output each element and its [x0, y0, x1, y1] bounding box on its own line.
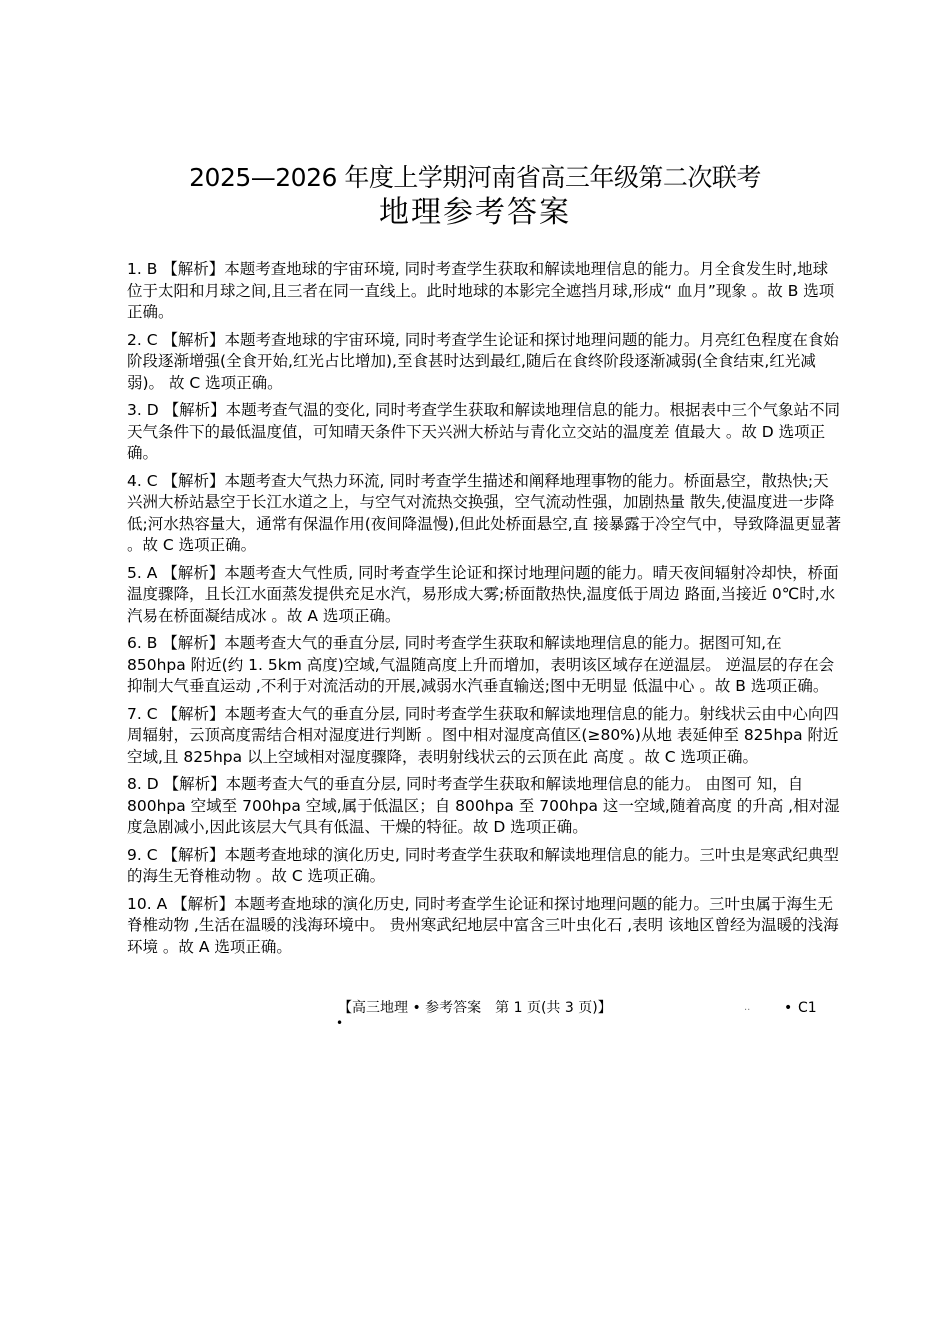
answer-explanation: 【解析】本题考查大气的垂直分层, 同时考查学生获取和解读地理信息的能力。射线状云由中心向四周辐射，云顶高度需结合相对湿度进行判断 。图中相对湿度高值区(≥80%)从地 表延伸至 825hpa 附近空域,且 825hpa 以上空域相对湿度骤降，表明射线状云的云顶在此 高度 。故 C 选项正确。 [127, 704, 839, 766]
answer-explanation: 【解析】本题考查地球的宇宙环境, 同时考查学生论证和探讨地理问题的能力。月亮红色程度在食始阶段逐渐增强(全食开始,红光占比增加),至食甚时达到最红,随后在食终阶段逐渐减弱(全食结束,红光减弱)。 故 C 选项正确。 [127, 330, 839, 392]
footer-bullet: • [784, 1000, 793, 1016]
answer-item-6 [127, 633, 842, 698]
answer-explanation: 【解析】本题考查大气热力环流, 同时考查学生描述和阐释地理事物的能力。桥面悬空，散热快;天兴洲大桥站悬空于长江水道之上，与空气对流热交换强，空气流动性强，加剧热量 散失,使温度进一步降低;河水热容量大，通常有保温作用(夜间降温慢),但此处桥面悬空,直 接暴露于冷空气中，导致降温更显著 。故 C 选项正确。 [127, 471, 842, 554]
answer-explanation: 【解析】本题考查地球的宇宙环境, 同时考查学生获取和解读地理信息的能力。月全食发生时,地球位于太阳和月球之间,且三者在同一直线上。此时地球的本影完全遮挡月球,形成“ 血月”现象 。故 B 选项正确。 [127, 260, 835, 321]
answer-explanation: 【解析】本题考查地球的演化历史, 同时考查学生获取和解读地理信息的能力。三叶虫是寒武纪典型的海生无脊椎动物 。故 C 选项正确。 [127, 845, 839, 885]
document-title: 地理参考答案 [379, 195, 571, 230]
answer-explanation: 【解析】本题考查气温的变化, 同时考查学生获取和解读地理信息的能力。根据表中三个气象站不同天气条件下的最低温度值，可知晴天条件下天兴洲大桥站与青化立交站的温度差 值最大 。故 D 选项正确。 [127, 401, 840, 462]
version-code: C1 [798, 1000, 817, 1016]
footer-dots: .. [744, 1002, 751, 1013]
answer-number: 7. C [127, 704, 158, 723]
answer-item-5 [127, 563, 842, 628]
answer-explanation: 【解析】本题考查大气的垂直分层, 同时考查学生获取和解读地理信息的能力。据图可知,在 850hpa 附近(约 1. 5km 高度)空域,气温随高度上升而增加，表明该区域存在逆温层。 逆温层的存在会抑制大气垂直运动 ,不利于对流活动的开展,减弱水汽垂直输送;图中无明显 低温中心 。故 B 选项正确。 [127, 634, 835, 695]
answer-list [127, 259, 842, 964]
answer-item-7 [127, 704, 842, 769]
answer-number: 2. C [127, 330, 158, 349]
answer-explanation: 【解析】本题考查大气性质, 同时考查学生论证和探讨地理问题的能力。晴天夜间辐射冷却快，桥面温度骤降，且长江水面蒸发提供充足水汽，易形成大雾;桥面散热快,温度低于周边 路面,当接近 0℃时,水汽易在桥面凝结成冰 。故 A 选项正确。 [127, 563, 839, 625]
answer-item-4 [127, 471, 842, 557]
answer-number: 1. B [127, 260, 158, 278]
exam-title: 2025—2026 年度上学期河南省高三年级第二次联考 [189, 163, 761, 192]
footer-dot-below: • [336, 1016, 344, 1030]
answer-explanation: 【解析】本题考查大气的垂直分层, 同时考查学生获取和解读地理信息的能力。 由图可 知，自 800hpa 空域至 700hpa 空域,属于低温区；自 800hpa 至 700hpa 这一空域,随着高度 的升高 ,相对湿度急剧减小,因此该层大气具有低温、干燥的特征。故 D 选项正确。 [127, 775, 840, 836]
answer-item-10 [127, 894, 842, 959]
answer-number: 6. B [127, 634, 158, 652]
answer-item-8 [127, 774, 842, 839]
answer-number: 9. C [127, 845, 158, 864]
answer-item-3 [127, 400, 842, 465]
answer-item-9 [127, 845, 842, 888]
answer-number: 5. A [127, 563, 158, 582]
answer-explanation: 【解析】本题考查地球的演化历史, 同时考查学生论证和探讨地理问题的能力。三叶虫属于海生无脊椎动物 ,生活在温暖的浅海环境中。 贵州寒武纪地层中富含三叶虫化石 ,表明 该地区曾经为温暖的浅海环境 。故 A 选项正确。 [127, 894, 839, 956]
answer-number: 10. A [127, 894, 168, 913]
page-footer [0, 998, 950, 1038]
answer-number: 8. D [127, 775, 159, 793]
page-label: 【高三地理 • 参考答案 第 1 页(共 3 页)】 [338, 1000, 612, 1016]
answer-item-2 [127, 330, 842, 395]
answer-number: 3. D [127, 401, 159, 419]
answer-number: 4. C [127, 471, 158, 490]
answer-item-1 [127, 259, 842, 324]
